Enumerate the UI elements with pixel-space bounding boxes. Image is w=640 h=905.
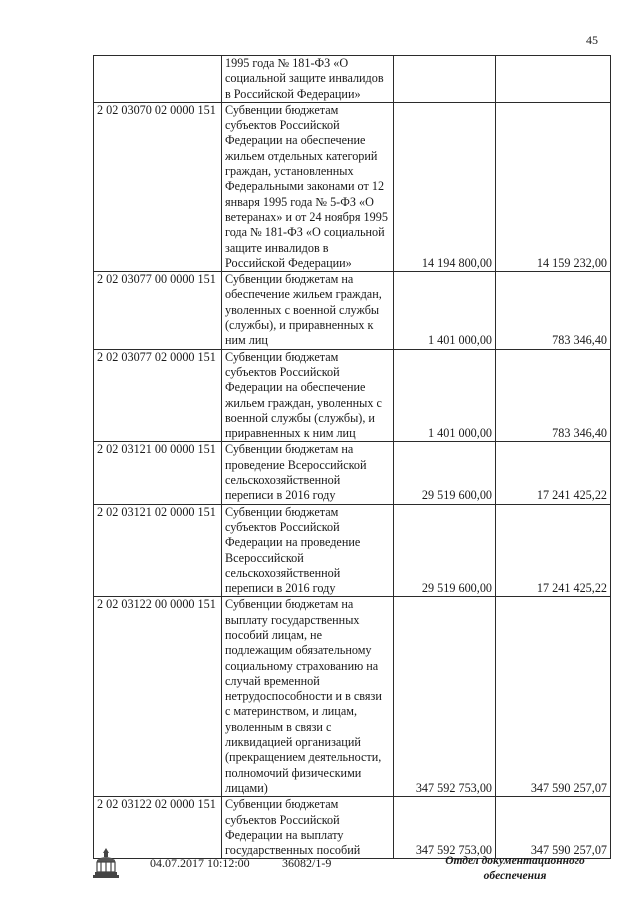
plan-value-cell: 14 194 800,00 [394, 102, 496, 271]
actual-value-cell: 17 241 425,22 [496, 442, 611, 504]
table-row [94, 56, 611, 103]
plan-value-cell [394, 56, 496, 103]
actual-value-cell: 14 159 232,00 [496, 102, 611, 271]
budget-table [93, 55, 611, 859]
plan-value-cell: 347 592 753,00 [394, 597, 496, 797]
plan-value-cell: 1 401 000,00 [394, 272, 496, 349]
plan-value-cell: 347 592 753,00 [394, 797, 496, 859]
code-cell: 2 02 03122 00 0000 151 [94, 597, 222, 797]
actual-value-cell: 783 346,40 [496, 272, 611, 349]
table-row [94, 797, 611, 859]
name-cell: 1995 года № 181-ФЗ «О социальной защите инвалидов в Российской Федерации» [222, 56, 394, 103]
name-cell: Субвенции бюджетам субъектов Российской Федерации на обеспечение жильем граждан, уволенных с военной службы (службы), и приравненных к ним лиц [222, 349, 394, 442]
name-cell: Субвенции бюджетам на проведение Всероссийской сельскохозяйственной переписи в 2016 году [222, 442, 394, 504]
code-cell: 2 02 03121 02 0000 151 [94, 504, 222, 597]
name-cell: Субвенции бюджетам на выплату государственных пособий лицам, не подлежащим обязательному социальному страхованию на случай временной нетрудоспособности и в связи с материнством, и лицам, уволенным в связи с ликвидацией организаций (прекращением деятельности, полномочий физическими лицами) [222, 597, 394, 797]
code-cell: 2 02 03077 00 0000 151 [94, 272, 222, 349]
name-cell: Субвенции бюджетам субъектов Российской Федерации на обеспечение жильем отдельных категорий граждан, установленных Федеральными законами от 12 января 1995 года № 5-ФЗ «О ветеранах» и от 24 ноября 1995 года № 181-ФЗ «О социальной защите инвалидов в Российской Федерации» [222, 102, 394, 271]
code-cell [94, 56, 222, 103]
table-row [94, 349, 611, 442]
table-row [94, 597, 611, 797]
plan-value-cell: 29 519 600,00 [394, 504, 496, 597]
actual-value-cell: 17 241 425,22 [496, 504, 611, 597]
footer-datetime: 04.07.2017 10:12:00 [150, 856, 250, 870]
actual-value-cell: 347 590 257,07 [496, 797, 611, 859]
code-cell: 2 02 03121 00 0000 151 [94, 442, 222, 504]
code-cell: 2 02 03077 02 0000 151 [94, 349, 222, 442]
table-row [94, 102, 611, 271]
code-cell: 2 02 03122 02 0000 151 [94, 797, 222, 859]
table-row [94, 272, 611, 349]
page-number: 45 [586, 33, 598, 47]
table-row [94, 442, 611, 504]
footer-doc-number: 36082/1-9 [282, 856, 332, 870]
plan-value-cell: 1 401 000,00 [394, 349, 496, 442]
name-cell: Субвенции бюджетам на обеспечение жильем граждан, уволенных с военной службы (службы), и приравненных к ним лиц [222, 272, 394, 349]
department-stamp: Отдел документационного обеспечения [445, 855, 585, 882]
actual-value-cell: 783 346,40 [496, 349, 611, 442]
table-row [94, 504, 611, 597]
actual-value-cell: 347 590 257,07 [496, 597, 611, 797]
code-cell: 2 02 03070 02 0000 151 [94, 102, 222, 271]
name-cell: Субвенции бюджетам субъектов Российской Федерации на проведение Всероссийской сельскохозяйственной переписи в 2016 году [222, 504, 394, 597]
plan-value-cell: 29 519 600,00 [394, 442, 496, 504]
name-cell: Субвенции бюджетам субъектов Российской Федерации на выплату государственных пособий [222, 797, 394, 859]
emblem-logo [92, 846, 120, 880]
actual-value-cell [496, 56, 611, 103]
